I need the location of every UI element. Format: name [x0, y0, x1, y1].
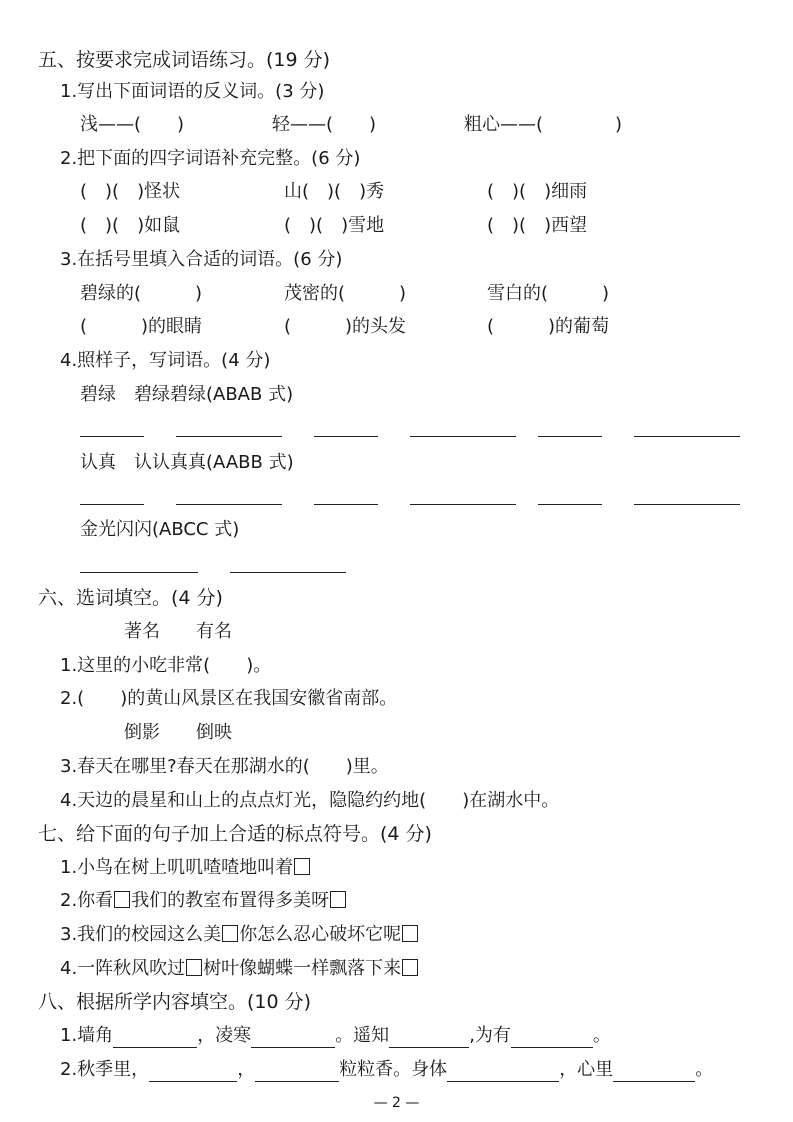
fill-item-3: 雪白的( ) — [487, 283, 610, 304]
answer-blank[interactable] — [511, 1027, 593, 1048]
q5-4-label: 4.照样子，写词语。(4 分) — [60, 350, 271, 371]
idiom-item-3: ( )( )细雨 — [487, 181, 588, 202]
punctuation-box[interactable] — [186, 959, 202, 976]
q6-4: 4.天边的晨星和山上的点点灯光，隐隐约约地( )在湖水中。 — [60, 790, 560, 811]
answer-line[interactable] — [176, 436, 282, 437]
page-number: — 2 — — [373, 1095, 420, 1111]
q8-1 — [60, 1024, 611, 1048]
answer-line[interactable] — [538, 504, 602, 505]
poem-text: ,为有 — [469, 1025, 511, 1046]
answer-line[interactable] — [634, 504, 740, 505]
q6-2: 2.( )的黄山风景区在我国安徽省南部。 — [60, 688, 398, 709]
sentence-text: 你怎么忍心破坏它呢 — [239, 924, 402, 945]
answer-line[interactable] — [230, 572, 346, 573]
sentence-text: 4.一阵秋风吹过 — [60, 958, 186, 979]
poem-text: ， — [237, 1059, 256, 1080]
fill-item-6: ( )的葡萄 — [487, 316, 610, 337]
q5-3-label: 3.在括号里填入合适的词语。(6 分) — [60, 249, 343, 270]
answer-line[interactable] — [314, 436, 378, 437]
poem-text: 粒粒香。身体 — [339, 1059, 448, 1080]
answer-blank[interactable] — [251, 1027, 335, 1048]
answer-blank[interactable] — [389, 1027, 469, 1048]
punctuation-box[interactable] — [114, 891, 130, 908]
example-aabb: 认真 认认真真(AABB 式) — [80, 452, 294, 473]
answer-line[interactable] — [80, 572, 198, 573]
fill-item-4: ( )的眼睛 — [80, 316, 203, 337]
poem-text: 2.秋季里， — [60, 1059, 150, 1080]
fill-item-2: 茂密的( ) — [284, 283, 407, 304]
punctuation-box[interactable] — [294, 858, 310, 875]
answer-blank[interactable] — [447, 1061, 559, 1082]
answer-line[interactable] — [634, 436, 740, 437]
answer-line[interactable] — [410, 436, 516, 437]
sentence-text: 1.小鸟在树上叽叽喳喳地叫着 — [60, 857, 294, 878]
answer-line[interactable] — [80, 504, 144, 505]
q6-3: 3.春天在哪里?春天在那湖水的( )里。 — [60, 756, 389, 777]
punctuation-box[interactable] — [402, 959, 418, 976]
section-5-title: 五、按要求完成词语练习。(19 分) — [38, 49, 331, 71]
poem-text: ，凌寒 — [197, 1025, 252, 1046]
word-choices-2: 倒影 倒映 — [124, 722, 232, 743]
q5-2-label: 2.把下面的四字词语补充完整。(6 分) — [60, 148, 361, 169]
poem-text: 。 — [695, 1059, 714, 1080]
idiom-item-5: ( )( )雪地 — [284, 215, 385, 236]
antonym-item-3: 粗心——( ) — [464, 114, 623, 135]
fill-item-1: 碧绿的( ) — [80, 283, 203, 304]
sentence-text: 我们的教室布置得多美呀 — [131, 890, 330, 911]
poem-text: 。遥知 — [335, 1025, 390, 1046]
section-6-title: 六、选词填空。(4 分) — [38, 587, 223, 609]
answer-line[interactable] — [176, 504, 282, 505]
idiom-item-6: ( )( )西望 — [487, 215, 588, 236]
example-abcc: 金光闪闪(ABCC 式) — [80, 519, 240, 540]
answer-line[interactable] — [80, 436, 144, 437]
antonym-item-2: 轻——( ) — [272, 114, 377, 135]
answer-blank[interactable] — [613, 1061, 695, 1082]
sentence-text: 2.你看 — [60, 890, 114, 911]
answer-blank[interactable] — [113, 1027, 197, 1048]
poem-text: 。 — [592, 1025, 611, 1046]
answer-line[interactable] — [410, 504, 516, 505]
punctuation-box[interactable] — [330, 891, 346, 908]
q5-1-label: 1.写出下面词语的反义词。(3 分) — [60, 81, 325, 102]
section-8-title: 八、根据所学内容填空。(10 分) — [38, 991, 312, 1013]
section-7-title: 七、给下面的句子加上合适的标点符号。(4 分) — [38, 823, 432, 845]
sentence-text: 3.我们的校园这么美 — [60, 924, 222, 945]
idiom-item-1: ( )( )怪状 — [80, 181, 181, 202]
example-abab: 碧绿 碧绿碧绿(ABAB 式) — [80, 384, 294, 405]
q7-4 — [60, 957, 419, 981]
answer-blank[interactable] — [149, 1061, 237, 1082]
fill-item-5: ( )的头发 — [284, 316, 407, 337]
q7-1 — [60, 856, 311, 880]
idiom-item-4: ( )( )如鼠 — [80, 215, 181, 236]
word-choices-1: 著名 有名 — [124, 621, 232, 642]
punctuation-box[interactable] — [222, 925, 238, 942]
answer-line[interactable] — [314, 504, 378, 505]
antonym-item-1: 浅——( ) — [80, 114, 185, 135]
poem-text: 1.墙角 — [60, 1025, 114, 1046]
poem-text: ，心里 — [559, 1059, 614, 1080]
q7-2 — [60, 889, 347, 913]
q8-2 — [60, 1058, 713, 1082]
sentence-text: 树叶像蝴蝶一样飘落下来 — [203, 958, 402, 979]
answer-line[interactable] — [538, 436, 602, 437]
q6-1: 1.这里的小吃非常( )。 — [60, 655, 272, 676]
q7-3 — [60, 923, 419, 947]
idiom-item-2: 山( )( )秀 — [284, 181, 385, 202]
answer-blank[interactable] — [255, 1061, 339, 1082]
punctuation-box[interactable] — [402, 925, 418, 942]
